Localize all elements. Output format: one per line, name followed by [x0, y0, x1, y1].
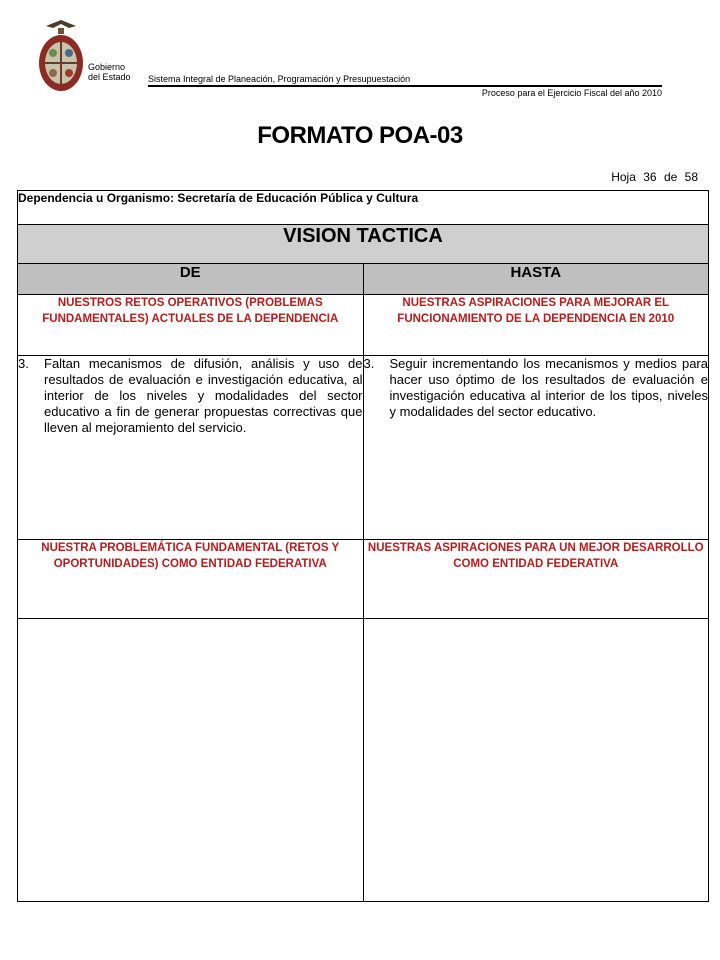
state-aspirations-cell [363, 619, 709, 902]
challenge-text: Faltan mecanismos de difusión, análisis y uso de resultados de evaluación e investigación educativa, al interior de los niveles y modalidades del sector educativo a fin de generar propuestas correctivas que lleven al mejoramiento del servicio. [44, 356, 363, 435]
operative-challenges-heading: NUESTROS RETOS OPERATIVOS (PROBLEMAS FUNDAMENTALES) ACTUALES DE LA DEPENDENCIA [18, 295, 364, 356]
state-problems-cell [18, 619, 364, 902]
column-de: DE [18, 264, 364, 295]
section-title: VISION TACTICA [18, 225, 709, 264]
state-aspirations-heading: NUESTRAS ASPIRACIONES PARA UN MEJOR DESARROLLO COMO ENTIDAD FEDERATIVA [363, 540, 709, 619]
challenge-cell [18, 356, 364, 540]
document-header [0, 0, 720, 110]
header-rule [148, 85, 662, 87]
sheet-counter [607, 170, 698, 184]
challenge-item [18, 356, 363, 436]
column-hasta: HASTA [363, 264, 709, 295]
gov-line-2: del Estado [88, 72, 131, 82]
sheet-total: 58 [684, 170, 698, 184]
sheet-current: 36 [643, 170, 657, 184]
dependency-cell: Dependencia u Organismo: Secretaría de Educación Pública y Cultura [18, 191, 709, 225]
government-label [88, 62, 131, 82]
improvement-aspirations-heading: NUESTRAS ASPIRACIONES PARA MEJORAR EL FUNCIONAMIENTO DE LA DEPENDENCIA EN 2010 [363, 295, 709, 356]
aspiration-text: Seguir incrementando los mecanismos y medios para hacer uso óptimo de los resultados de evaluación e investigación educativa al interior de los tipos, niveles y modalidades del sector educativo. [389, 356, 708, 419]
poa-table [17, 190, 709, 902]
state-problems-heading: NUESTRA PROBLEMÁTICA FUNDAMENTAL (RETOS Y OPORTUNIDADES) COMO ENTIDAD FEDERATIVA [18, 540, 364, 619]
sheet-of: de [663, 170, 678, 184]
aspiration-cell [363, 356, 709, 540]
challenge-number: 3. [18, 356, 29, 371]
aspiration-item [364, 356, 709, 420]
state-seal-icon [36, 18, 86, 96]
gov-line-1: Gobierno [88, 62, 126, 72]
process-label: Proceso para el Ejercicio Fiscal del año 2010 [481, 88, 662, 98]
aspiration-number: 3. [363, 356, 375, 371]
system-name: Sistema Integral de Planeación, Programación y Presupuestación [148, 74, 411, 84]
sheet-label: Hoja [611, 170, 636, 184]
page-title: FORMATO POA-03 [257, 122, 463, 149]
